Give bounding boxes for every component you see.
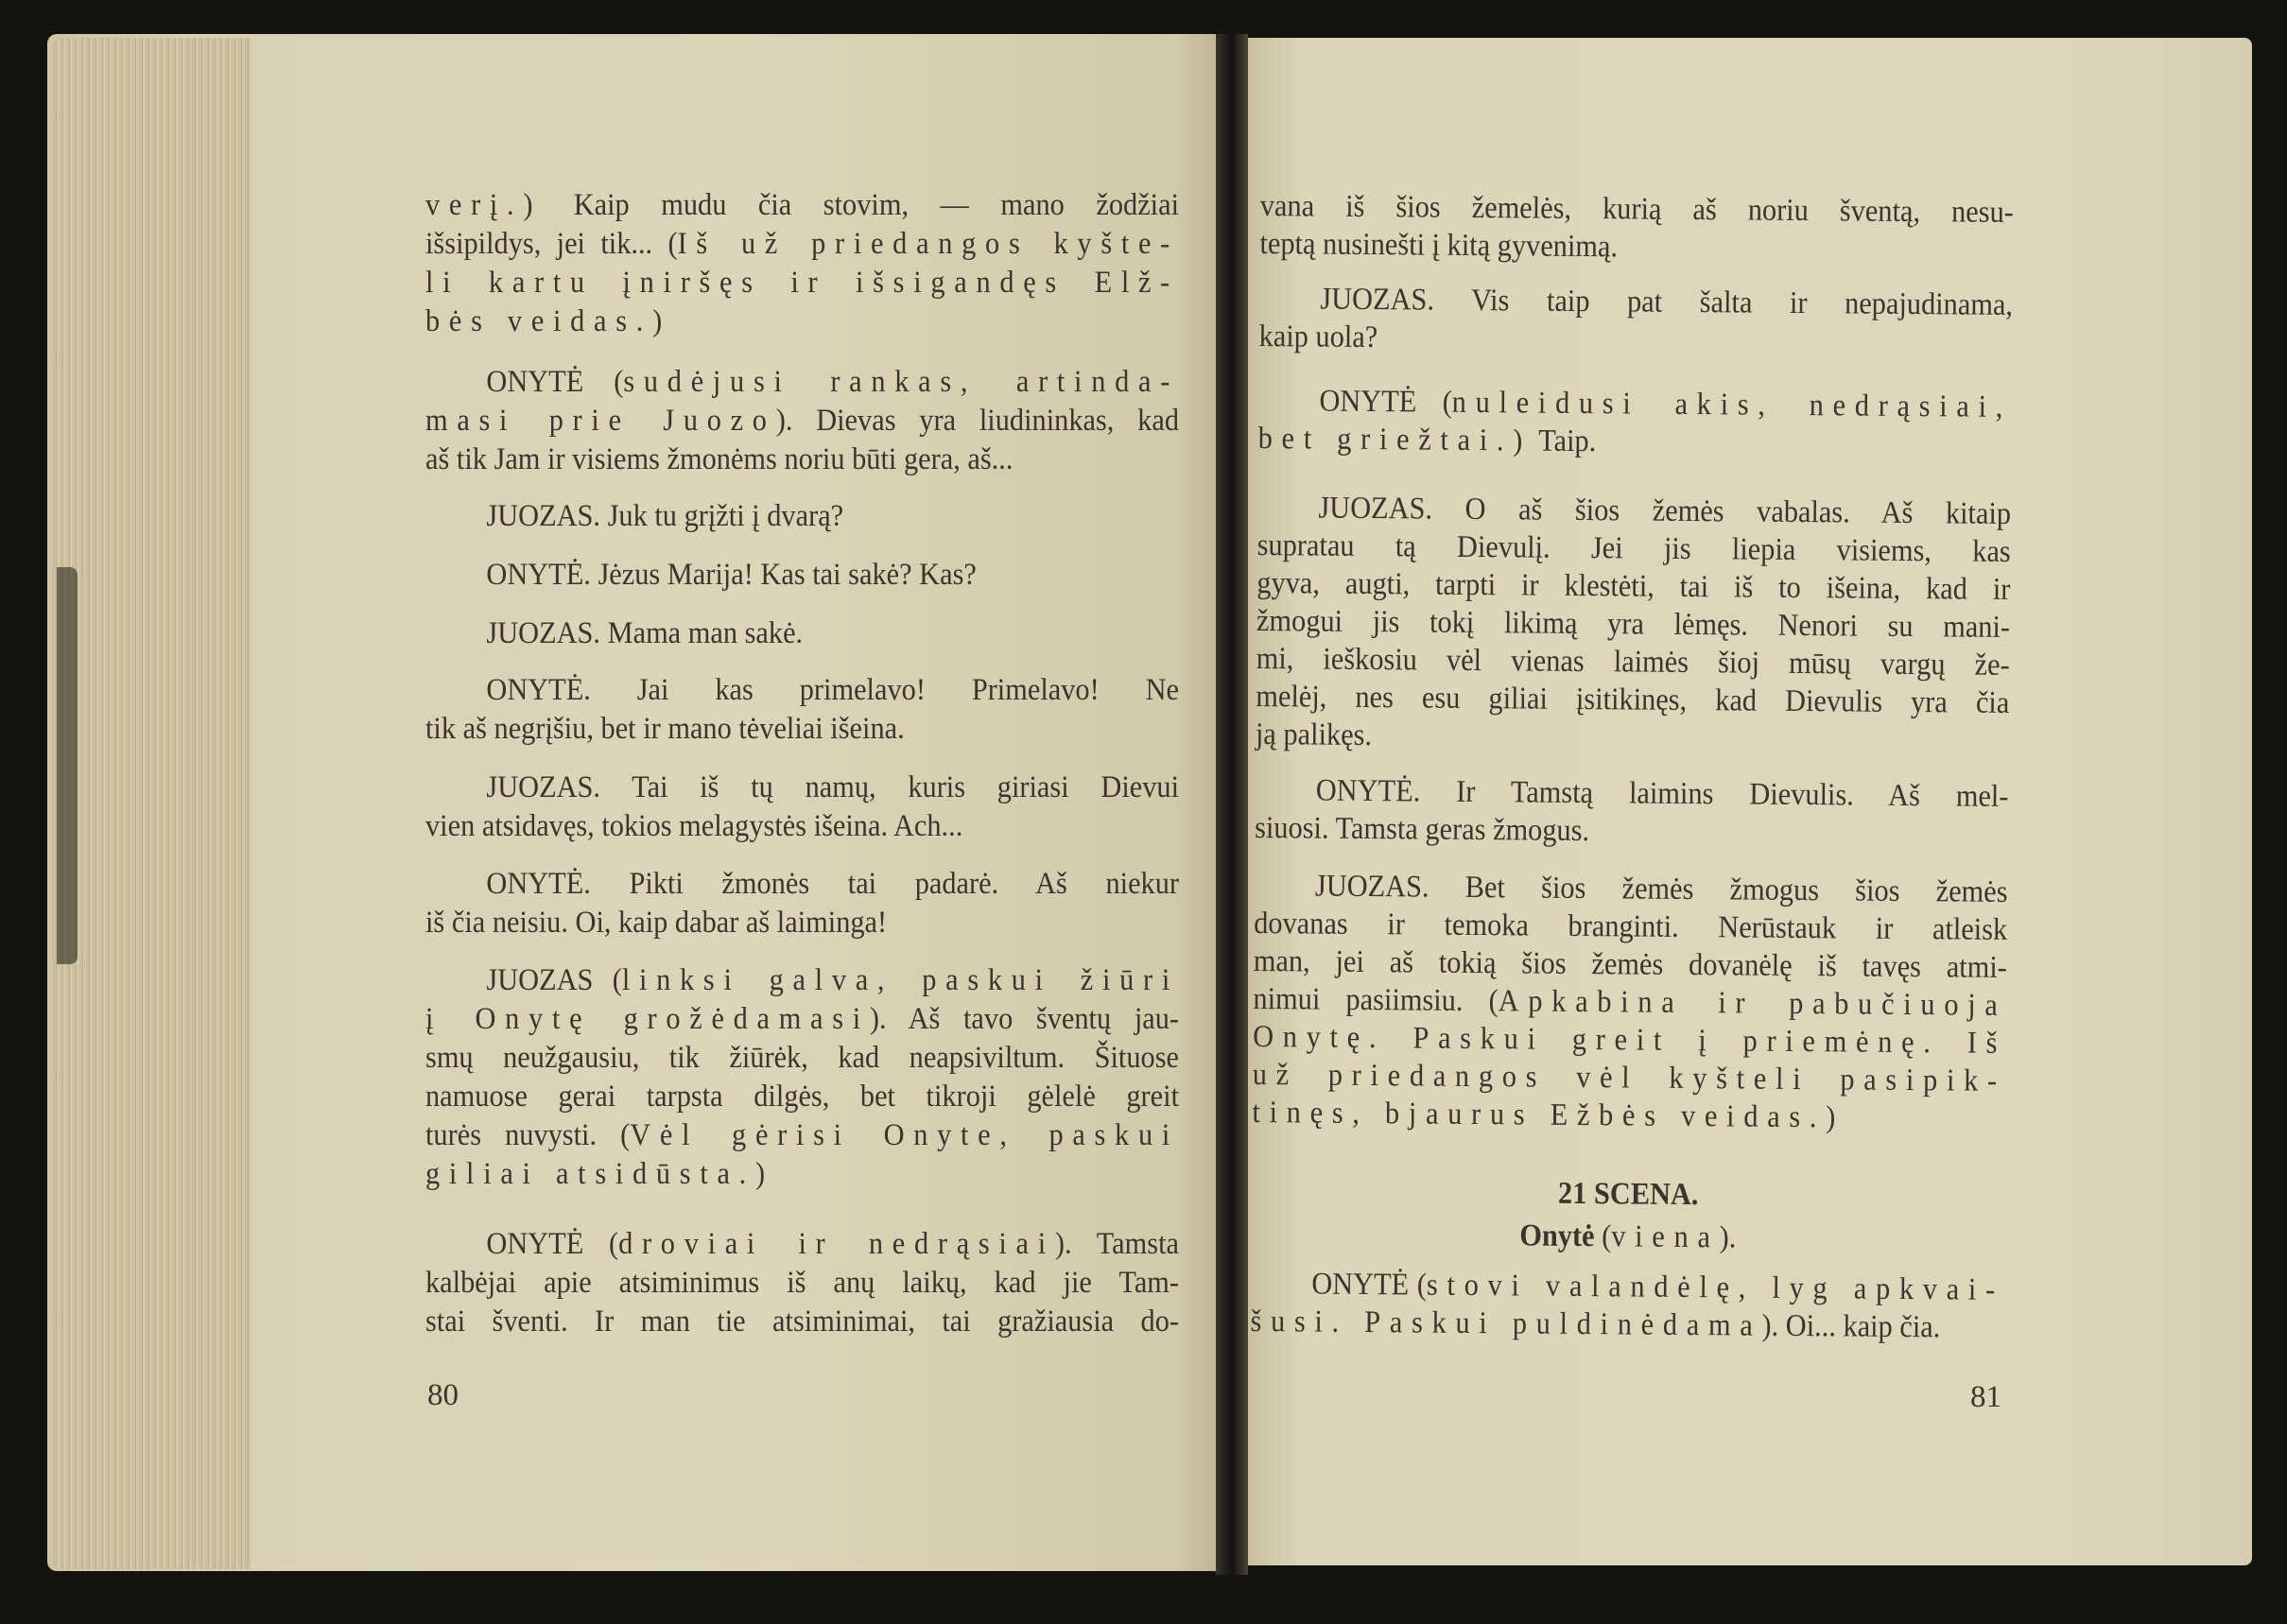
text-line [1256, 640, 2009, 684]
text-segment: ONYTĖ ( [1311, 1267, 1428, 1303]
text-segment: ). Dievas yra liudininkas, kad [775, 404, 1180, 438]
page-edges-stack [53, 38, 251, 1569]
text-segment: supratau tą Dievulį. Jei jis liepia visiems, kas [1256, 527, 2011, 569]
text-line [1256, 678, 2009, 722]
text-segment: JUOZAS. Mama man sakė. [486, 616, 804, 650]
text-segment: dovanas ir temoka branginti. Nerūstauk ir atleisk [1254, 906, 2008, 947]
text-segment: teptą nusinešti į kitą gyvenimą. [1259, 226, 1619, 265]
text-segment: namuose gerai tarpsta dilgės, bet tikroji gėlelė greit [425, 1080, 1180, 1114]
text-line [1252, 1172, 2005, 1217]
text-segment: JUOZAS ( [486, 963, 622, 997]
stage-direction-text: bės veidas.) [425, 304, 671, 338]
text-segment: aš tik Jam ir visiems žmonėms noriu būti gera, aš... [425, 442, 1014, 476]
text-segment: ). Aš tavo šventų jau- [869, 1002, 1180, 1036]
paragraph [425, 497, 1179, 536]
text-line [425, 1116, 1179, 1155]
text-line [425, 1303, 1179, 1341]
text-segment: 21 SCENA. [1557, 1176, 1699, 1213]
page-number-right: 81 [1970, 1380, 2001, 1414]
paragraph [425, 186, 1179, 341]
text-segment: gyva, augti, tarpti ir klestėti, tai iš to išeina, kad ir [1256, 565, 2011, 607]
text-line [1254, 867, 2007, 911]
text-line [1251, 1215, 2004, 1259]
text-segment: turės nuvysti. ( [425, 1118, 631, 1152]
stage-direction-text: masi prie Juozo [425, 404, 776, 438]
stage-direction-text: viena [1611, 1219, 1720, 1255]
text-line [425, 497, 1179, 536]
text-line [1250, 1303, 2003, 1347]
text-line [1253, 980, 2006, 1025]
paragraph [425, 961, 1179, 1194]
text-segment: ). Tamsta [1054, 1227, 1180, 1261]
text-segment: mi, ieškosiu vėl vienas laimės šioj mūsų vargų že- [1256, 641, 2010, 682]
text-segment: iš čia neisiu. Oi, kaip dabar aš laiminga! [425, 906, 888, 940]
text-segment: smų neužgausiu, tik žiūrėk, kad neapsiviltum. Šituose [425, 1041, 1180, 1075]
text-segment: ONYTĖ. Jai kas primelavo! Primelavo! Ne [486, 673, 1180, 707]
text-segment: stai šventi. Ir man tie atsiminimai, tai gražiausia do- [425, 1304, 1180, 1339]
paragraph [1250, 1265, 2004, 1347]
stage-direction-text: linksi galva, paskui žiūri [621, 963, 1180, 997]
text-line [1258, 382, 2012, 426]
paragraph [1258, 280, 2013, 362]
paragraph [425, 614, 1179, 653]
text-segment: JUOZAS. Tai iš tų namų, kuris giriasi Dievui [486, 770, 1180, 804]
stage-direction-text: Vėl gėrisi Onyte, paskui [630, 1118, 1180, 1152]
text-segment: nimui pasiimsiu. ( [1253, 981, 1499, 1019]
text-segment: melėj, nes esu giliai įsitikinęs, kad Dievulis yra čia [1256, 679, 2010, 720]
text-line [1256, 564, 2010, 609]
text-segment: vana iš šios žemelės, kurią aš noriu šventą, nesu- [1259, 189, 2014, 230]
text-line [425, 402, 1179, 441]
stage-direction-text: sudėjusi rankas, artinda- [623, 365, 1180, 399]
paragraph [425, 671, 1179, 749]
text-line [1252, 1094, 2005, 1138]
text-line [425, 441, 1179, 479]
text-line [425, 961, 1179, 1000]
text-line [425, 556, 1179, 595]
paragraph [1255, 771, 2009, 854]
page-number-left: 80 [427, 1378, 459, 1412]
text-line [425, 769, 1179, 807]
text-segment: Kaip mudu čia stovim, — mano žodžiai [542, 188, 1180, 222]
stage-direction-text: stovi valandėlę, lyg apkvai- [1426, 1268, 2005, 1307]
binding-shadow [57, 567, 78, 964]
text-line [1257, 527, 2011, 571]
stage-direction-text: bet griežtai.) [1257, 421, 1533, 458]
text-line [425, 710, 1179, 749]
text-line [1260, 187, 2014, 232]
text-segment: ). [1719, 1220, 1737, 1255]
text-line [1251, 1265, 2004, 1309]
text-segment: JUOZAS. Vis taip pat šalta ir nepajudinama, [1320, 282, 2014, 322]
stage-direction-text: Apkabina ir pabučiuoja [1498, 984, 2007, 1023]
paragraph [425, 865, 1179, 942]
text-segment: ONYTĖ. Ir Tamstą laimins Dievulis. Aš mel- [1315, 773, 2009, 814]
text-line [425, 264, 1179, 302]
text-line [1253, 1056, 2006, 1100]
text-line [425, 1264, 1179, 1303]
text-segment: JUOZAS. Bet šios žemės žmogus šios žemės [1314, 869, 2008, 909]
text-segment: išsipildys, jei tik... ( [425, 227, 678, 261]
text-line [425, 1000, 1179, 1039]
text-line [425, 1155, 1179, 1194]
text-segment: man, jei aš tokią šios žemės dovanėlę iš tavęs atmi- [1253, 943, 2008, 985]
paragraph [1258, 382, 2013, 464]
text-segment: Onytė [1519, 1218, 1595, 1254]
stage-direction-text: droviai ir nedrąsiai [618, 1227, 1055, 1261]
stage-direction-text: šusi. Paskui puldinėdama [1250, 1304, 1762, 1343]
text-segment: ją palikęs. [1255, 717, 1373, 753]
text-segment: vien atsidavęs, tokios melagystės išeina. Ach... [425, 809, 963, 843]
stage-direction-text: giliai atsidūsta.) [425, 1157, 774, 1191]
scene-heading [1252, 1172, 2005, 1217]
stage-direction-text: verį.) [425, 188, 543, 222]
text-line [1256, 602, 2010, 647]
paragraph [425, 556, 1179, 595]
paragraph [425, 363, 1179, 479]
stage-direction-text: tinęs, bjaurus Ežbės veidas.) [1252, 1095, 1845, 1135]
text-segment: ONYTĖ. Pikti žmonės tai padarė. Aš niekur [486, 867, 1180, 901]
book-gutter [1216, 34, 1248, 1575]
text-line [1258, 318, 2012, 362]
right-page-text [1250, 0, 2016, 1345]
paragraph [1256, 489, 2011, 760]
text-segment: ( [1594, 1219, 1612, 1254]
text-line [1256, 716, 2009, 760]
text-line [1254, 905, 2007, 949]
text-line [425, 1078, 1179, 1116]
text-line [425, 904, 1179, 942]
text-line [425, 1225, 1179, 1264]
text-segment: tik aš negrįšiu, bet ir mano tėveliai išeina. [425, 712, 905, 746]
text-segment: kalbėjai apie atsiminimus iš anų laikų, kad jie Tam- [425, 1266, 1180, 1300]
text-segment: žmogui jis tokį likimą yra lėmęs. Nenori su mani- [1256, 603, 2011, 645]
text-segment: Taip. [1531, 423, 1597, 459]
text-line [425, 671, 1179, 710]
text-segment: JUOZAS. O aš šios žemės vabalas. Aš kitaip [1318, 491, 2012, 531]
text-line [1257, 489, 2011, 533]
paragraph [425, 769, 1179, 846]
text-line [1255, 809, 2008, 854]
text-line [425, 186, 1179, 225]
text-line [425, 614, 1179, 653]
scene-heading [1251, 1215, 2004, 1259]
stage-direction-text: Onytę. Paskui greit į priemėnę. Iš [1253, 1019, 2007, 1061]
text-line [425, 865, 1179, 904]
text-line [1254, 942, 2007, 987]
stage-direction-text: li kartu įniršęs ir išsigandęs Elž- [425, 266, 1180, 300]
stage-direction-text: Iš už priedangos kyšte- [677, 227, 1180, 261]
text-line [1258, 420, 2012, 464]
text-line [1259, 225, 2013, 269]
text-segment: kaip uola? [1258, 319, 1378, 355]
paragraph [425, 1225, 1179, 1341]
text-segment: ONYTĖ. Jėzus Marija! Kas tai sakė? Kas? [486, 558, 977, 592]
text-line [1253, 1018, 2006, 1063]
text-segment: ONYTĖ ( [1319, 384, 1452, 420]
text-segment: ). Oi... kaip čia. [1761, 1308, 1941, 1345]
paragraph [1259, 187, 2014, 269]
text-line [1255, 771, 2008, 816]
text-line [425, 302, 1179, 341]
stage-direction-text: į Onytę grožėdamasi [425, 1002, 870, 1036]
text-line [425, 807, 1179, 846]
text-segment: ONYTĖ ( [486, 365, 624, 399]
text-line [425, 1039, 1179, 1078]
text-line [425, 225, 1179, 264]
text-line [425, 363, 1179, 402]
text-segment: siuosi. Tamsta geras žmogus. [1254, 810, 1590, 849]
text-segment: ONYTĖ ( [486, 1227, 619, 1261]
stage-direction-text: nuleidusi akis, nedrąsiai, [1451, 385, 2013, 424]
text-line [1259, 280, 2013, 324]
paragraph [1252, 867, 2007, 1138]
text-segment: JUOZAS. Juk tu grįžti į dvarą? [486, 499, 844, 533]
stage-direction-text: už priedangos vėl kyšteli pasipik- [1252, 1057, 2006, 1098]
